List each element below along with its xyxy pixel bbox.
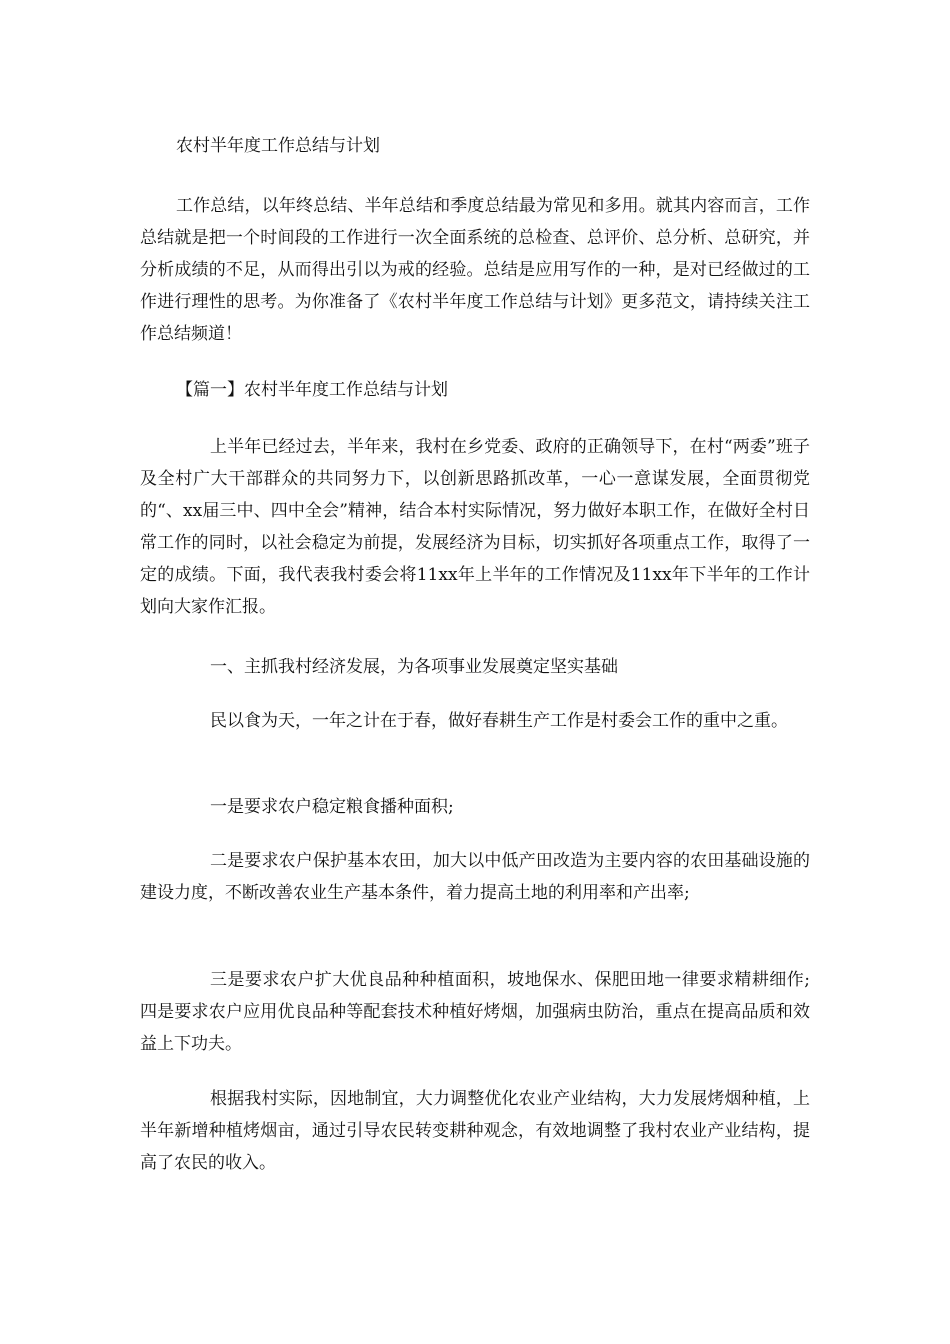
body-paragraph: 二是要求农户保护基本农田，加大以中低产田改造为主要内容的农田基础设施的建设力度，不断改善农业生产基本条件，着力提高土地的利用率和产出率; <box>140 851 810 903</box>
body-paragraph: 三是要求农户扩大优良品种种植面积，坡地保水、保肥田地一律要求精耕细作;四是要求农户应用优良品种等配套技术种植好烤烟，加强病虫防治，重点在提高品质和效益上下功夫。 <box>140 970 810 1054</box>
body-paragraph: 一是要求农户稳定粮食播种面积; <box>210 797 454 817</box>
document-title: 农村半年度工作总结与计划 <box>176 136 380 156</box>
body-paragraph: 民以食为天，一年之计在于春，做好春耕生产工作是村委会工作的重中之重。 <box>210 711 788 731</box>
section-heading: 【篇一】农村半年度工作总结与计划 <box>176 380 448 400</box>
body-paragraph: 上半年已经过去，半年来，我村在乡党委、政府的正确领导下，在村“两委”班子及全村广大干部群众的共同努力下，以创新思路抓改革，一心一意谋发展，全面贯彻党的“、xx届三中、四中全会”精神，结合本村实际情况，努力做好本职工作，在做好全村日常工作的同时，以社会稳定为前提，发展经济为目标，切实抓好各项重点工作，取得了一定的成绩。下面，我代表我村委会将11xx年上半年的工作情况及11xx年下半年的工作计划向大家作汇报。 <box>140 437 810 617</box>
intro-paragraph: 工作总结，以年终总结、半年总结和季度总结最为常见和多用。就其内容而言，工作总结就是把一个时间段的工作进行一次全面系统的总检查、总评价、总分析、总研究，并分析成绩的不足，从而得出引以为戒的经验。总结是应用写作的一种，是对已经做过的工作进行理性的思考。为你准备了《农村半年度工作总结与计划》更多范文，请持续关注工作总结频道！ <box>140 196 810 344</box>
body-paragraph: 根据我村实际，因地制宜，大力调整优化农业产业结构，大力发展烤烟种植，上半年新增种植烤烟亩，通过引导农民转变耕种观念，有效地调整了我村农业产业结构，提高了农民的收入。 <box>140 1089 810 1173</box>
subheading-paragraph: 一、主抓我村经济发展，为各项事业发展奠定坚实基础 <box>210 657 618 677</box>
